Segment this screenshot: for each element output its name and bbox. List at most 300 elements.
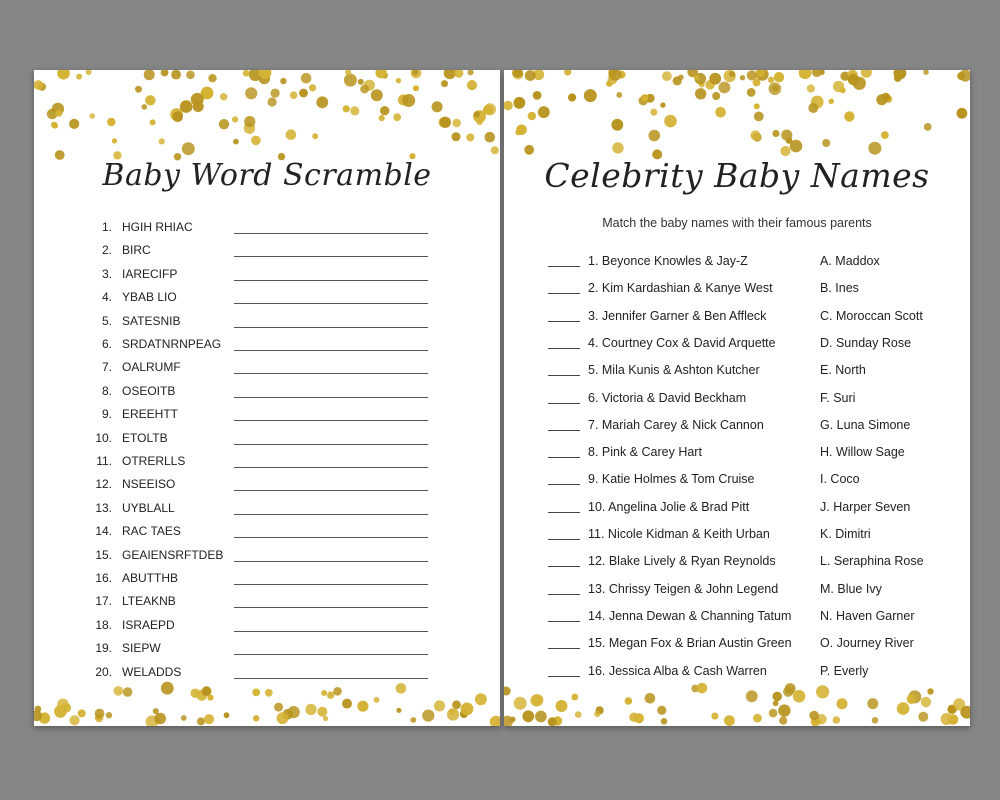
confetti-dot	[360, 85, 369, 94]
confetti-dot	[812, 70, 822, 77]
baby-name-option: O. Journey River	[820, 636, 914, 651]
scrambled-word: SATESNIB	[122, 313, 181, 328]
celebrity-parents: 11. Nicole Kidman & Keith Urban	[588, 527, 770, 541]
baby-name-option: H. Willow Sage	[820, 445, 905, 460]
celebrity-parents: 8. Pink & Carey Hart	[588, 445, 702, 460]
baby-name-option: L. Seraphina Rose	[820, 554, 924, 569]
baby-name-option: A. Maddox	[820, 254, 880, 268]
confetti-dot	[709, 73, 721, 85]
confetti-dot	[286, 129, 297, 140]
answer-line[interactable]	[234, 280, 428, 281]
confetti-dot	[475, 693, 487, 705]
confetti-dot	[697, 683, 708, 694]
confetti-dot	[106, 712, 112, 718]
confetti-dot	[785, 683, 796, 694]
confetti-dot	[524, 145, 534, 155]
scramble-number: 16.	[95, 571, 112, 585]
confetti-dot	[55, 110, 62, 117]
confetti-dot	[159, 138, 165, 144]
confetti-dot	[525, 70, 536, 81]
answer-line[interactable]	[234, 327, 428, 328]
scramble-number: 17.	[95, 594, 112, 609]
confetti-dot	[769, 709, 778, 718]
celebrity-row	[548, 444, 958, 464]
confetti-dot	[490, 716, 500, 726]
answer-line[interactable]	[234, 607, 428, 608]
confetti-dot	[881, 93, 890, 102]
confetti-dot	[575, 711, 582, 718]
confetti-dot	[661, 718, 668, 725]
confetti-dot	[299, 89, 308, 98]
confetti-dot	[584, 89, 597, 102]
match-blank[interactable]	[548, 375, 580, 376]
scramble-number: 4.	[101, 290, 112, 305]
confetti-dot	[220, 93, 227, 100]
confetti-dot	[516, 125, 527, 136]
scramble-row	[72, 429, 472, 449]
confetti-dot	[715, 107, 726, 118]
confetti-dot	[89, 113, 95, 119]
confetti-dot	[921, 697, 931, 707]
confetti-dot	[142, 104, 148, 110]
confetti-dot	[323, 716, 328, 721]
confetti-dot	[181, 715, 187, 721]
baby-name-option: N. Haven Garner	[820, 608, 915, 623]
celebrity-row	[548, 308, 958, 328]
scramble-row	[72, 499, 472, 519]
confetti-dot	[712, 92, 720, 100]
confetti-dot	[245, 87, 257, 99]
confetti-dot	[634, 713, 644, 723]
confetti-dot	[711, 713, 718, 720]
confetti-dot	[350, 106, 359, 115]
confetti-dot	[135, 86, 142, 93]
baby-name-option: M. Blue Ivy	[820, 581, 882, 596]
confetti-dot	[746, 690, 758, 702]
answer-line[interactable]	[234, 233, 428, 234]
celebrity-parents: 6. Victoria & David Beckham	[588, 390, 747, 405]
confetti-dot	[833, 716, 841, 724]
celebrity-row	[548, 499, 958, 519]
confetti-dot	[161, 682, 174, 695]
celebrity-row	[548, 362, 958, 382]
confetti-dot	[941, 713, 953, 725]
baby-name-option: J. Harper Seven	[820, 499, 911, 514]
confetti-dot	[271, 89, 280, 98]
confetti-dot	[413, 85, 419, 91]
celebrity-row	[548, 471, 958, 491]
confetti-dot	[180, 100, 193, 113]
scrambled-word: SRDATNRNPEAG	[122, 337, 222, 351]
answer-line[interactable]	[234, 678, 428, 679]
scrambled-word: IARECIFP	[122, 266, 178, 281]
confetti-dot	[280, 78, 286, 84]
celebrity-parents: 12. Blake Lively & Ryan Reynolds	[588, 554, 776, 569]
confetti-dot	[924, 123, 932, 131]
confetti-dot	[522, 710, 534, 722]
confetti-dot	[695, 88, 706, 99]
answer-line[interactable]	[234, 373, 428, 374]
scramble-number: 5.	[101, 313, 112, 328]
confetti-dot	[750, 130, 760, 140]
confetti-dot	[186, 71, 195, 80]
confetti-dot	[514, 697, 527, 710]
baby-name-option: K. Dimitri	[820, 527, 871, 541]
match-blank[interactable]	[548, 457, 580, 458]
confetti-dot	[927, 688, 933, 694]
scramble-number: 15.	[95, 547, 112, 562]
confetti-dot	[252, 689, 260, 697]
confetti-dot	[371, 89, 383, 101]
confetti-dot	[822, 139, 830, 147]
scramble-row	[72, 312, 472, 332]
celebrity-baby-names-sheet	[504, 70, 970, 726]
scrambled-word: RAC TAES	[122, 524, 181, 539]
confetti-dot	[76, 74, 82, 80]
confetti-dot	[477, 119, 483, 125]
answer-line[interactable]	[234, 303, 428, 304]
celebrity-title: Celebrity Baby Names	[544, 156, 930, 195]
scramble-row	[72, 358, 472, 378]
confetti-dot	[208, 74, 216, 82]
confetti-dot	[556, 700, 568, 712]
answer-line[interactable]	[234, 584, 428, 585]
confetti-dot	[265, 689, 273, 697]
confetti-dot	[393, 113, 401, 121]
match-blank[interactable]	[548, 293, 580, 294]
confetti-dot	[441, 80, 448, 87]
confetti-dot	[182, 142, 195, 155]
confetti-dot	[491, 146, 499, 154]
scrambled-word: OALRUMF	[122, 360, 181, 375]
scramble-row	[72, 663, 472, 683]
scramble-row	[72, 475, 472, 495]
scrambled-word: OSEOITB	[122, 383, 176, 398]
celebrity-parents: 16. Jessica Alba & Cash Warren	[588, 663, 767, 678]
confetti-dot	[243, 70, 250, 77]
confetti-dot	[957, 72, 965, 80]
confetti-dot	[625, 697, 633, 705]
celebrity-row	[548, 635, 958, 655]
scramble-number: 11.	[96, 454, 112, 468]
confetti-dot	[807, 84, 815, 92]
baby-name-option: E. North	[820, 363, 866, 378]
confetti-dot	[786, 137, 793, 144]
confetti-dot	[434, 700, 445, 711]
confetti-dot	[861, 70, 872, 78]
celebrity-parents: 14. Jenna Dewan & Channing Tatum	[588, 608, 792, 623]
confetti-dot	[793, 690, 806, 703]
scramble-row	[72, 218, 472, 238]
answer-line[interactable]	[234, 514, 428, 515]
confetti-dot	[780, 146, 790, 156]
confetti-dot	[724, 715, 735, 726]
confetti-dot	[402, 94, 415, 107]
confetti-dot	[233, 139, 239, 145]
confetti-dot	[645, 693, 656, 704]
confetti-dot	[504, 687, 511, 696]
confetti-dot	[657, 706, 666, 715]
confetti-dot	[57, 70, 70, 80]
match-blank[interactable]	[548, 621, 580, 622]
confetti-dot	[514, 97, 526, 109]
match-blank[interactable]	[548, 594, 580, 595]
confetti-dot	[144, 70, 155, 80]
celebrity-parents: 10. Angelina Jolie & Brad Pitt	[588, 499, 750, 514]
confetti-dot	[772, 130, 779, 137]
confetti-dot	[358, 79, 364, 85]
scramble-number: 1.	[101, 220, 112, 234]
scramble-number: 14.	[95, 524, 112, 539]
match-blank[interactable]	[548, 484, 580, 485]
match-blank[interactable]	[548, 266, 580, 267]
match-blank[interactable]	[548, 348, 580, 349]
confetti-dot	[660, 102, 665, 107]
confetti-dot	[611, 119, 623, 131]
confetti-dot	[768, 77, 774, 83]
confetti-dot	[410, 717, 416, 723]
scrambled-word: OTRERLLS	[122, 454, 186, 468]
confetti-dot	[923, 70, 929, 75]
confetti-dot	[650, 109, 657, 116]
confetti-dot	[290, 91, 298, 99]
confetti-dot	[114, 686, 124, 696]
confetti-dot	[467, 80, 477, 90]
scrambled-word: WELADDS	[122, 664, 182, 679]
scrambled-word: ISRAEPD	[122, 617, 175, 632]
confetti-dot	[867, 698, 878, 709]
scramble-row	[72, 241, 472, 261]
answer-line[interactable]	[234, 444, 428, 445]
confetti-dot	[606, 80, 612, 86]
confetti-dot	[317, 707, 327, 717]
confetti-dot	[897, 702, 910, 715]
celebrity-row	[548, 253, 958, 273]
celebrity-row	[548, 663, 958, 683]
celebrity-row	[548, 526, 958, 546]
confetti-dot	[327, 691, 334, 698]
confetti-dot	[530, 694, 542, 706]
confetti-dot	[309, 84, 316, 91]
confetti-dot	[872, 717, 879, 724]
baby-name-option: P. Everly	[820, 663, 869, 678]
match-blank[interactable]	[548, 321, 580, 322]
confetti-dot	[799, 70, 812, 79]
confetti-dot	[881, 131, 889, 139]
baby-name-option: G. Luna Simone	[820, 417, 911, 432]
confetti-dot	[107, 118, 115, 126]
answer-line[interactable]	[234, 397, 428, 398]
celebrity-parents: 7. Mariah Carey & Nick Cannon	[588, 417, 764, 432]
confetti-dot	[533, 91, 542, 100]
answer-line[interactable]	[234, 490, 428, 491]
celebrity-parents: 2. Kim Kardashian & Kanye West	[588, 281, 773, 296]
scramble-number: 6.	[101, 337, 112, 351]
confetti-dot	[422, 710, 434, 722]
match-blank[interactable]	[548, 676, 580, 677]
baby-name-option: F. Suri	[820, 390, 856, 405]
scramble-number: 3.	[101, 266, 112, 281]
confetti-dot	[123, 687, 133, 697]
answer-line[interactable]	[234, 537, 428, 538]
confetti-dot	[396, 683, 407, 694]
confetti-dot	[844, 111, 854, 121]
answer-line[interactable]	[234, 467, 428, 468]
confetti-dot	[452, 119, 461, 128]
scramble-number: 9.	[101, 407, 112, 422]
confetti-dot	[444, 70, 456, 79]
confetti-dot	[432, 101, 443, 112]
confetti-dot	[172, 111, 183, 122]
confetti-dot	[664, 115, 677, 128]
confetti-dot	[342, 699, 352, 709]
celebrity-row	[548, 280, 958, 300]
celebrity-parents: 4. Courtney Cox & David Arquette	[588, 335, 776, 350]
celebrity-row	[548, 335, 958, 355]
confetti-dot	[343, 105, 350, 112]
confetti-dot	[224, 712, 230, 718]
scramble-row	[72, 335, 472, 355]
scramble-row	[72, 405, 472, 425]
answer-line[interactable]	[234, 631, 428, 632]
confetti-dot	[57, 699, 68, 710]
confetti-dot	[78, 709, 86, 717]
confetti-dot	[815, 719, 821, 725]
scramble-number: 10.	[95, 430, 112, 445]
confetti-dot	[564, 70, 571, 76]
confetti-dot	[69, 715, 79, 725]
confetti-dot	[754, 112, 764, 122]
scramble-row	[72, 452, 472, 472]
match-blank[interactable]	[548, 512, 580, 513]
baby-name-option: I. Coco	[820, 472, 860, 487]
confetti-dot	[773, 700, 779, 706]
confetti-dot	[649, 130, 661, 142]
answer-line[interactable]	[234, 420, 428, 421]
confetti-dot	[312, 133, 318, 139]
confetti-dot	[301, 73, 312, 84]
celebrity-parents: 9. Katie Holmes & Tom Cruise	[588, 472, 755, 487]
confetti-dot	[719, 82, 731, 94]
confetti-dot	[466, 133, 474, 141]
confetti-dot	[740, 75, 745, 80]
scramble-number: 20.	[95, 664, 112, 679]
confetti-dot	[454, 70, 463, 78]
confetti-dot	[837, 698, 848, 709]
confetti-dot	[957, 108, 968, 119]
scramble-row	[72, 639, 472, 659]
confetti-dot	[641, 94, 648, 101]
confetti-dot	[833, 81, 844, 92]
confetti-dot	[918, 712, 928, 722]
confetti-dot	[483, 105, 493, 115]
scrambled-word: ABUTTHB	[122, 571, 179, 585]
confetti-dot	[504, 101, 513, 111]
confetti-dot	[452, 700, 461, 709]
confetti-dot	[374, 697, 380, 703]
scramble-number: 19.	[95, 641, 112, 656]
scramble-row	[72, 382, 472, 402]
confetti-dot	[461, 703, 474, 716]
baby-name-option: B. Ines	[820, 281, 859, 296]
match-blank[interactable]	[548, 430, 580, 431]
confetti-dot	[380, 106, 389, 115]
match-blank[interactable]	[548, 539, 580, 540]
confetti-dot	[112, 138, 117, 143]
confetti-dot	[357, 701, 368, 712]
answer-line[interactable]	[234, 561, 428, 562]
baby-name-option: D. Sunday Rose	[820, 335, 912, 350]
celebrity-row	[548, 553, 958, 573]
scrambled-word: UYBLALL	[122, 500, 175, 515]
scramble-number: 7.	[101, 360, 112, 375]
confetti-dot	[772, 692, 782, 702]
confetti-dot	[673, 76, 682, 85]
scramble-row	[72, 546, 472, 566]
confetti-dot	[305, 704, 316, 715]
confetti-dot	[662, 71, 672, 81]
confetti-dot	[754, 103, 760, 109]
confetti-dot	[440, 117, 451, 128]
confetti-dot	[848, 74, 859, 85]
confetti-dot	[538, 106, 550, 118]
scramble-row	[72, 265, 472, 285]
confetti-dot	[333, 687, 342, 696]
confetti-dot	[396, 78, 401, 83]
confetti-dot	[69, 119, 79, 129]
confetti-dot	[288, 706, 300, 718]
confetti-dot	[729, 71, 735, 77]
confetti-dot	[907, 694, 917, 704]
confetti-dot	[274, 703, 283, 712]
celebrity-row	[548, 581, 958, 601]
confetti-dot	[202, 686, 212, 696]
scramble-row	[72, 569, 472, 589]
confetti-dot	[253, 715, 259, 721]
confetti-dot	[616, 92, 622, 98]
celebrity-parents: 3. Jennifer Garner & Ben Affleck	[588, 308, 767, 323]
confetti-dot	[396, 708, 401, 713]
confetti-dot	[568, 93, 576, 101]
scramble-row	[72, 522, 472, 542]
confetti-dot	[778, 704, 790, 716]
scramble-row	[72, 592, 472, 612]
confetti-dot	[316, 96, 328, 108]
confetti-dot	[51, 122, 57, 128]
match-blank[interactable]	[548, 648, 580, 649]
confetti-dot	[753, 714, 762, 723]
confetti-dot	[474, 111, 480, 117]
confetti-dot	[268, 97, 277, 106]
confetti-dot	[321, 690, 327, 696]
confetti-dot	[344, 74, 357, 87]
answer-line[interactable]	[234, 350, 428, 351]
match-blank[interactable]	[548, 403, 580, 404]
answer-line[interactable]	[234, 256, 428, 257]
confetti-dot	[277, 712, 289, 724]
celebrity-parents: 1. Beyonce Knowles & Jay-Z	[588, 254, 748, 268]
celebrity-parents: 13. Chrissy Teigen & John Legend	[588, 581, 779, 596]
scrambled-word: EREEHTT	[122, 407, 179, 422]
confetti-dot	[467, 70, 473, 75]
confetti-dot	[773, 85, 779, 91]
scrambled-word: HGIH RHIAC	[122, 220, 193, 234]
answer-line[interactable]	[234, 654, 428, 655]
confetti-dot	[694, 75, 699, 80]
confetti-dot	[86, 70, 92, 75]
match-blank[interactable]	[548, 566, 580, 567]
scramble-number: 18.	[95, 617, 112, 632]
